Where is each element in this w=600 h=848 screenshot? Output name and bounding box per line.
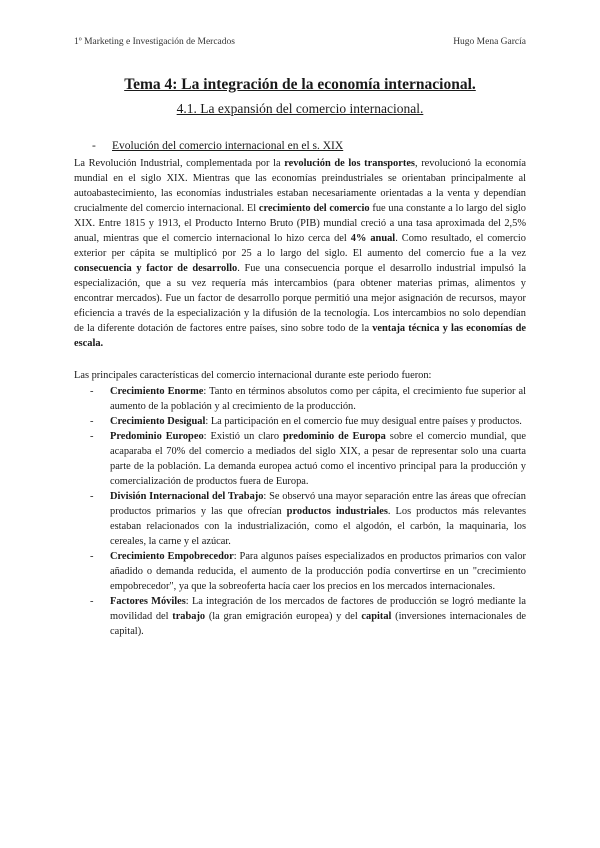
header-author: Hugo Mena García	[453, 37, 526, 47]
characteristics-list	[90, 384, 526, 639]
page-header	[74, 37, 526, 47]
dash-marker: -	[90, 596, 94, 607]
item-text: : La integración de los mercados de factores de producción se logró mediante la movilidad del	[110, 596, 526, 622]
item-text: : Para algunos países especializados en productos primarios con valor añadido o demanda reducida, el aumento de la producción podía convertirse en un "crecimiento empobrecedor", ya que la sobreoferta hacía caer los precios en los mercados internacionales.	[110, 551, 526, 592]
section-heading-text: Evolución del comercio internacional en el s. XIX	[112, 140, 344, 152]
bold-term: predominio de Europa	[283, 431, 386, 442]
bold-term: revolución de los transportes	[284, 158, 415, 169]
item-text: (la gran emigración europea) y del	[205, 611, 362, 622]
bold-term: ventaja técnica y las economías de escala.	[74, 323, 526, 349]
list-item	[90, 594, 526, 639]
item-text: : La participación en el comercio fue muy desigual entre países y productos.	[205, 416, 522, 427]
text-run: . Fue una consecuencia porque el desarrollo industrial impulsó la especialización, que a su vez requería más intercambios (para obtener materias primas, alimentos y encontrar mercados). Fue un factor de desarrollo porque permitió una mejor asignación de recursos, mayor eficiencia a través de la especialización y la difusión de la tecnología. Los intercambios no solo dependían de la diferente dotación de factores entre países, sino sobre todo de la	[74, 263, 526, 334]
bold-term: productos industriales	[286, 506, 388, 517]
item-text: : Tanto en términos absolutos como per cápita, el crecimiento fue superior al aumento de la población y al crecimiento de la producción.	[110, 386, 526, 412]
list-item	[90, 429, 526, 489]
bold-term: crecimiento del comercio	[258, 203, 370, 214]
item-text: sobre el comercio mundial, que acaparaba el 70% del comercio a mediados del siglo XIX, a pesar de representar solo una cuarta parte de la población. La demanda europea actuó como el incentivo principal para la producción y comercialización de productos fuera de Europa.	[110, 431, 526, 487]
text-run: fue una constante a lo largo del siglo XIX. Entre 1815 y 1913, el Producto Interno Bruto (PIB) mundial creció a una tasa aproximada del 2,5% anual, mientras que el comercio internacional lo hizo cerca del	[74, 203, 526, 244]
list-item	[90, 414, 526, 429]
header-course: 1º Marketing e Investigación de Mercados	[74, 37, 235, 47]
item-text: : Existió un claro	[203, 431, 284, 442]
section-heading	[92, 140, 343, 152]
bold-term: trabajo	[172, 611, 206, 622]
dash-marker: -	[92, 140, 96, 152]
text-run: La Revolución Industrial, complementada por la	[74, 158, 285, 169]
bold-term: capital	[361, 611, 392, 622]
list-item	[90, 489, 526, 549]
item-label: División Internacional del Trabajo	[110, 491, 264, 502]
dash-marker: -	[90, 416, 94, 427]
dash-marker: -	[90, 386, 94, 397]
document-title: Tema 4: La integración de la economía internacional.	[124, 76, 476, 93]
text-run: , revolucionó la economía mundial en el siglo XIX. Mientras que las economías preindustriales se orientaban principalmente al autoabastecimiento, las economías industriales estaban necesariamente orientadas a la venta y dependían crucialmente del comercio internacional. El	[74, 158, 526, 214]
item-text: : Se observó una mayor separación entre las áreas que ofrecían productos primarios y las que ofrecían	[110, 491, 526, 517]
item-label: Crecimiento Desigual	[110, 416, 206, 427]
section-subtitle: 4.1. La expansión del comercio internacional.	[176, 101, 424, 116]
item-text: . Los productos más relevantes estaban relacionados con la industrialización, como el algodón, el carbón, la maquinaria, los cereales, la carne y el azúcar.	[110, 506, 526, 547]
item-text: (inversiones internacionales de capital).	[110, 611, 527, 637]
item-label: Factores Móviles	[110, 596, 186, 607]
paragraph-characteristics-intro: Las principales características del comercio internacional durante este periodo fueron:	[74, 370, 432, 381]
text-run: . Como resultado, el comercio exterior per cápita se multiplicó por 25 a lo largo del siglo. El aumento del comercio fue a la vez	[74, 233, 526, 259]
bold-term: consecuencia y factor de desarrollo	[74, 263, 238, 274]
list-item	[90, 549, 526, 594]
item-label: Crecimiento Enorme	[110, 386, 204, 397]
dash-marker: -	[90, 491, 94, 502]
paragraph-intro	[74, 156, 526, 351]
dash-marker: -	[90, 551, 94, 562]
item-label: Crecimiento Empobrecedor	[110, 551, 234, 562]
item-label: Predominio Europeo	[110, 431, 204, 442]
list-item	[90, 384, 526, 414]
bold-term: 4% anual	[350, 233, 396, 244]
dash-marker: -	[90, 431, 94, 442]
